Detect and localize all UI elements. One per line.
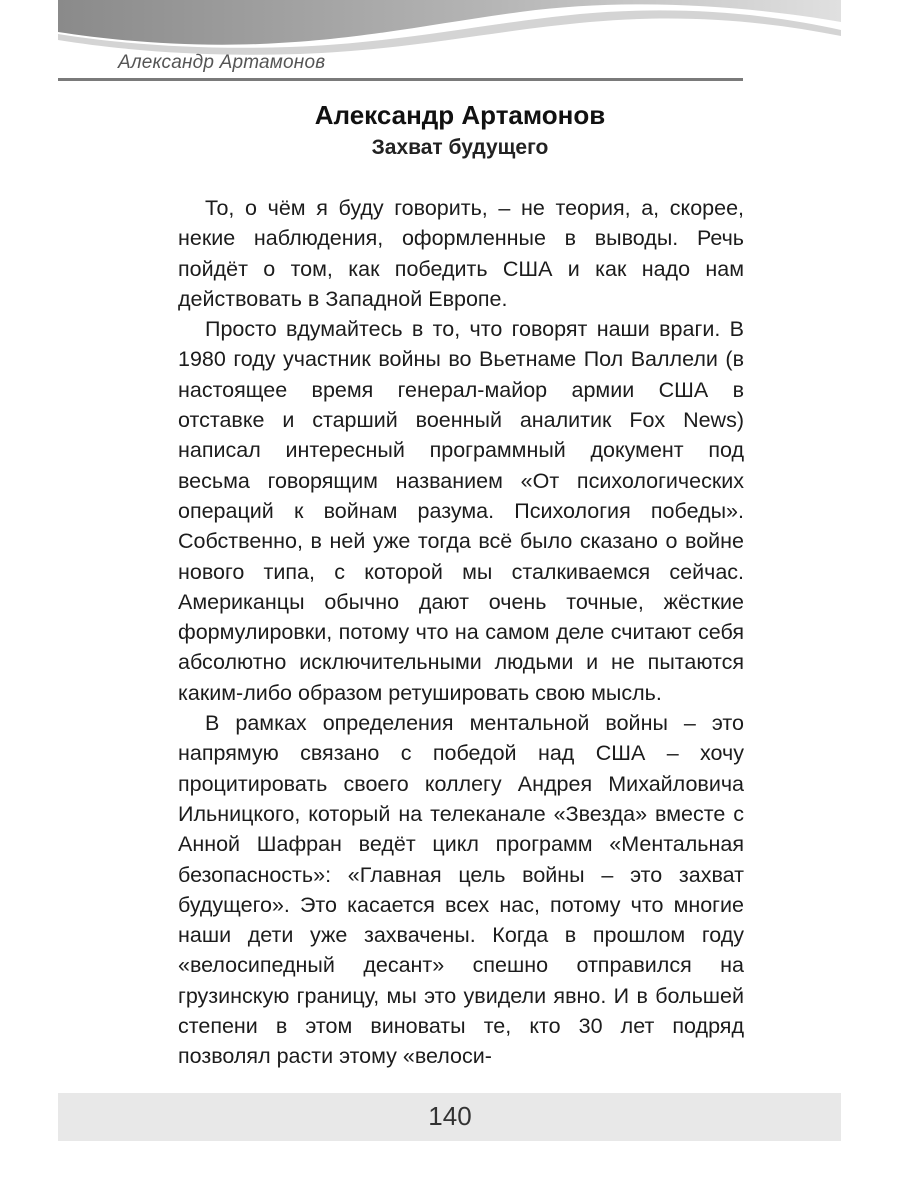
header-wave-decoration [0, 0, 900, 90]
paragraph: То, о чём я буду говорить, – не теория, а, скорее, некие наблюдения, оформленные в выводы. Речь пойдёт о том, как победить США и как надо нам действовать в Западной Европе. [178, 196, 744, 311]
page-number: 140 [428, 1101, 472, 1131]
paragraph: Просто вдумайтесь в то, что говорят наши враги. В 1980 году участник войны во Вьетнаме Пол Валлели (в настоящее время генерал-майор армии США в отставке и старший военный аналитик Fox News) написал интересный программный документ под весьма говорящим названием «От психологических операций к войнам разума. Психология победы». Собственно, в ней уже тогда всё было сказано о войне нового типа, с которой мы сталкиваемся сейчас. Американцы обычно дают очень точные, жёсткие формулировки, потому что на самом деле считают себя абсолютно исключительными людьми и не пытаются каким-либо образом ретушировать свою мысль. [178, 317, 744, 705]
running-header-title: Александр Артамонов [118, 52, 326, 73]
paragraph: В рамках определения ментальной войны – это напрямую связано с победой над США – хочу процитировать своего коллегу Андрея Михайловича Ильницкого, который на телеканале «Звезда» вместе с Анной Шафран ведёт цикл программ «Ментальная безопасность»: «Главная цель войны – это захват будущего». Это касается всех нас, потому что многие наши дети уже захвачены. Когда в прошлом году «велосипедный десант» спешно отправился на грузинскую границу, мы это увидели явно. И в большей степени в этом виноваты те, кто 30 лет подряд позволял расти этому «велоси- [178, 711, 744, 1069]
article-body [178, 193, 744, 1072]
article-subtitle: Захват будущего [371, 136, 549, 159]
article-title: Александр Артамонов [314, 100, 606, 130]
header-divider [58, 78, 743, 81]
